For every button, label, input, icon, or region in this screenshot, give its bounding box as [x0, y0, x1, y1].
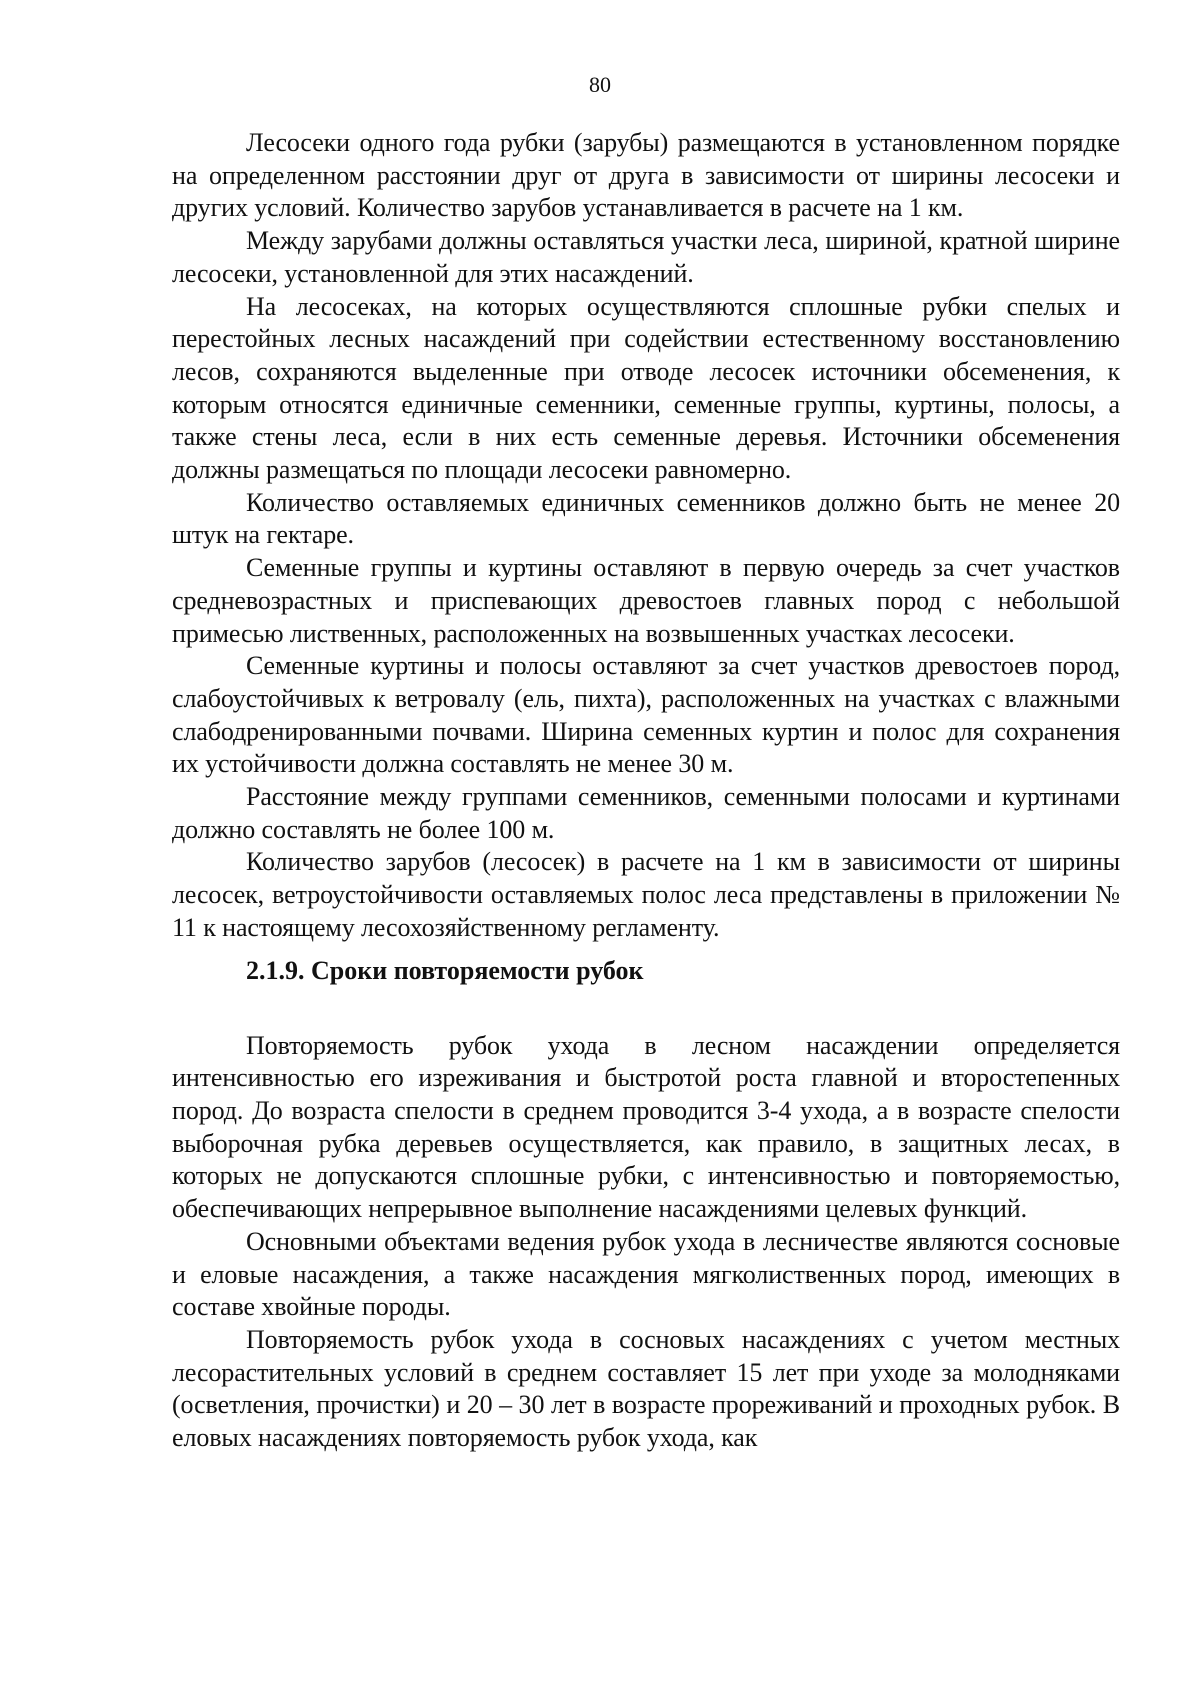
paragraph: Повторяемость рубок ухода в лесном насаждении определяется интенсивностью его изреживания и быстротой роста главной и второстепенных пород. До возраста спелости в среднем проводится 3-4 ухода, а в возрасте спелости выборочная рубка деревьев осуществляется, как правило, в защитных лесах, в которых не допускаются сплошные рубки, с интенсивностью и повторяемостью, обеспечивающих непрерывное выполнение насаждениями целевых функций. — [172, 1030, 1120, 1224]
paragraph: Семенные куртины и полосы оставляют за счет участков древостоев пород, слабоустойчивых к ветровалу (ель, пихта), расположенных на участках с влажными слабодренированными почвами. Ширина семенных куртин и полос для сохранения их устойчивости должна составлять не менее 30 м. — [172, 651, 1120, 779]
paragraph: Основными объектами ведения рубок ухода в лесничестве являются сосновые и еловые насаждения, а также насаждения мягколиственных пород, имеющих в составе хвойные породы. — [172, 1226, 1120, 1322]
paragraph: Количество зарубов (лесосек) в расчете на 1 км в зависимости от ширины лесосек, ветроустойчивости оставляемых полос леса представлены в приложении № 11 к настоящему лесохозяйственному регламенту. — [172, 847, 1120, 942]
paragraph: Семенные группы и куртины оставляют в первую очередь за счет участков средневозрастных и приспевающих древостоев главных пород с небольшой примесью лиственных, расположенных на возвышенных участках лесосеки. — [172, 553, 1120, 648]
paragraph: Расстояние между группами семенников, семенными полосами и куртинами должно составлять не более 100 м. — [172, 782, 1120, 844]
paragraph: На лесосеках, на которых осуществляются сплошные рубки спелых и перестойных лесных насаждений при содействии естественному восстановлению лесов, сохраняются выделенные при отводе лесосек источники обсеменения, к которым относятся единичные семенники, семенные группы, куртины, полосы, а также стены леса, если в них есть семенные деревья. Источники обсеменения должны размещаться по площади лесосеки равномерно. — [172, 291, 1120, 485]
paragraph: Лесосеки одного года рубки (зарубы) размещаются в установленном порядке на определенном расстоянии друг от друга в зависимости от ширины лесосеки и других условий. Количество зарубов устанавливается в расчете на 1 км. — [172, 128, 1120, 223]
document-body — [172, 127, 1120, 1455]
paragraph: Количество оставляемых единичных семенников должно быть не менее 20 штук на гектаре. — [172, 487, 1120, 550]
paragraph: Между зарубами должны оставляться участки леса, шириной, кратной ширине лесосеки, установленной для этих насаждений. — [172, 226, 1120, 288]
paragraph: Повторяемость рубок ухода в сосновых насаждениях с учетом местных лесорастительных условий в среднем составляет 15 лет при уходе за молодняками (осветления, прочистки) и 20 – 30 лет в возрасте прореживаний и проходных рубок. В еловых насаждениях повторяемость рубок ухода, как — [172, 1324, 1120, 1453]
page-number: 80 — [589, 72, 611, 97]
section-heading: 2.1.9. Сроки повторяемости рубок — [246, 955, 644, 985]
